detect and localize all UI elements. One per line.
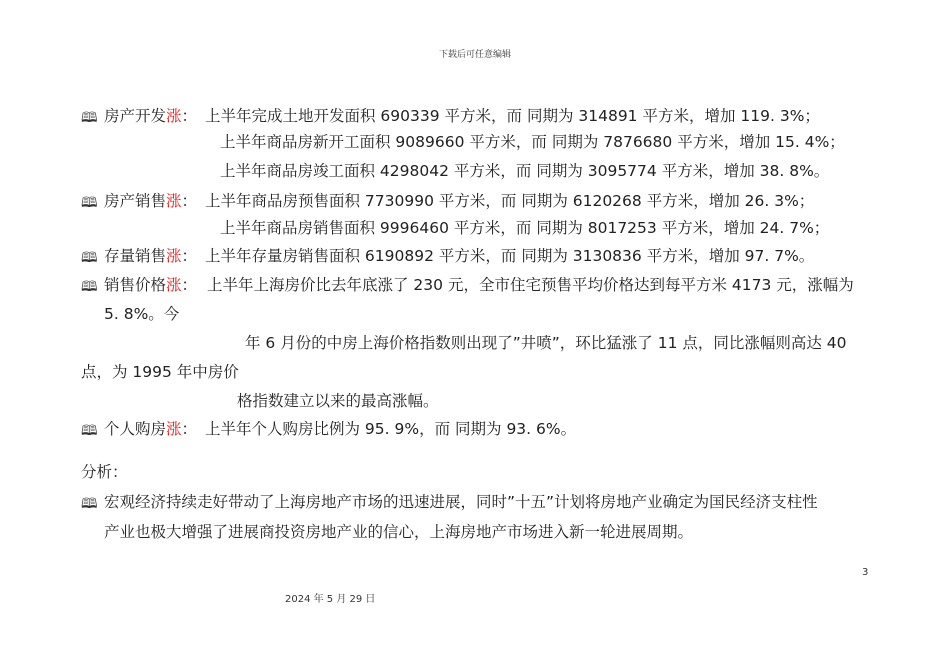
body-line: 点，为 1995 年中房价 <box>81 363 239 381</box>
analysis-line: 宏观经济持续走好带动了上海房地产市场的迅速进展，同时”十五”计划将房地产业确定为国民经济支柱性 <box>104 493 818 511</box>
open-book-icon: 🕮 <box>81 496 98 512</box>
page-number: 3 <box>862 567 869 578</box>
body-line: 年 6 月份的中房上海价格指数则出现了”井喷”，环比猛涨了 11 点，同比涨幅则高达 40 <box>245 334 847 352</box>
open-book-icon: 🕮 <box>81 279 98 295</box>
body-line: 上半年上海房价比去年底涨了 230 元，全市住宅预售平均价格达到每平方米 4173 元，涨幅为 <box>207 276 854 294</box>
section-label-price: 销售价格涨： <box>104 276 198 294</box>
analysis-line: 产业也极大增强了进展商投资房地产业的信心，上海房地产市场进入新一轮进展周期。 <box>104 523 694 541</box>
open-book-icon: 🕮 <box>81 110 98 126</box>
section-label-sales: 房产销售涨： <box>104 192 198 210</box>
open-book-icon: 🕮 <box>81 423 98 439</box>
footer-date: 2024 年 5 月 29 日 <box>285 594 376 605</box>
body-line: 上半年商品房竣工面积 4298042 平方米，而 同期为 3095774 平方米，增加 38. 8%。 <box>220 162 830 180</box>
body-line: 上半年个人购房比例为 95. 9%，而 同期为 93. 6%。 <box>205 420 577 438</box>
body-line: 上半年存量房销售面积 6190892 平方米，而 同期为 3130836 平方米，增加 97. 7%。 <box>205 247 815 265</box>
open-book-icon: 🕮 <box>81 250 98 266</box>
section-label-development: 房产开发涨： <box>104 107 198 125</box>
body-line: 格指数建立以来的最高涨幅。 <box>237 392 439 410</box>
open-book-icon: 🕮 <box>81 195 98 211</box>
analysis-heading: 分析： <box>81 463 128 481</box>
body-line: 5. 8%。今 <box>104 305 180 323</box>
header-note: 下载后可任意编辑 <box>438 50 511 60</box>
section-label-stock-sales: 存量销售涨： <box>104 247 198 265</box>
body-line: 上半年商品房新开工面积 9089660 平方米，而 同期为 7876680 平方米，增加 15. 4%； <box>220 133 845 151</box>
body-line: 上半年商品房预售面积 7730990 平方米，而 同期为 6120268 平方米，增加 26. 3%； <box>205 192 815 210</box>
body-line: 上半年完成土地开发面积 690339 平方米，而 同期为 314891 平方米，增加 119. 3%； <box>205 107 820 125</box>
section-label-personal-purchase: 个人购房涨： <box>104 420 198 438</box>
body-line: 上半年商品房销售面积 9996460 平方米，而 同期为 8017253 平方米，增加 24. 7%； <box>220 219 830 237</box>
